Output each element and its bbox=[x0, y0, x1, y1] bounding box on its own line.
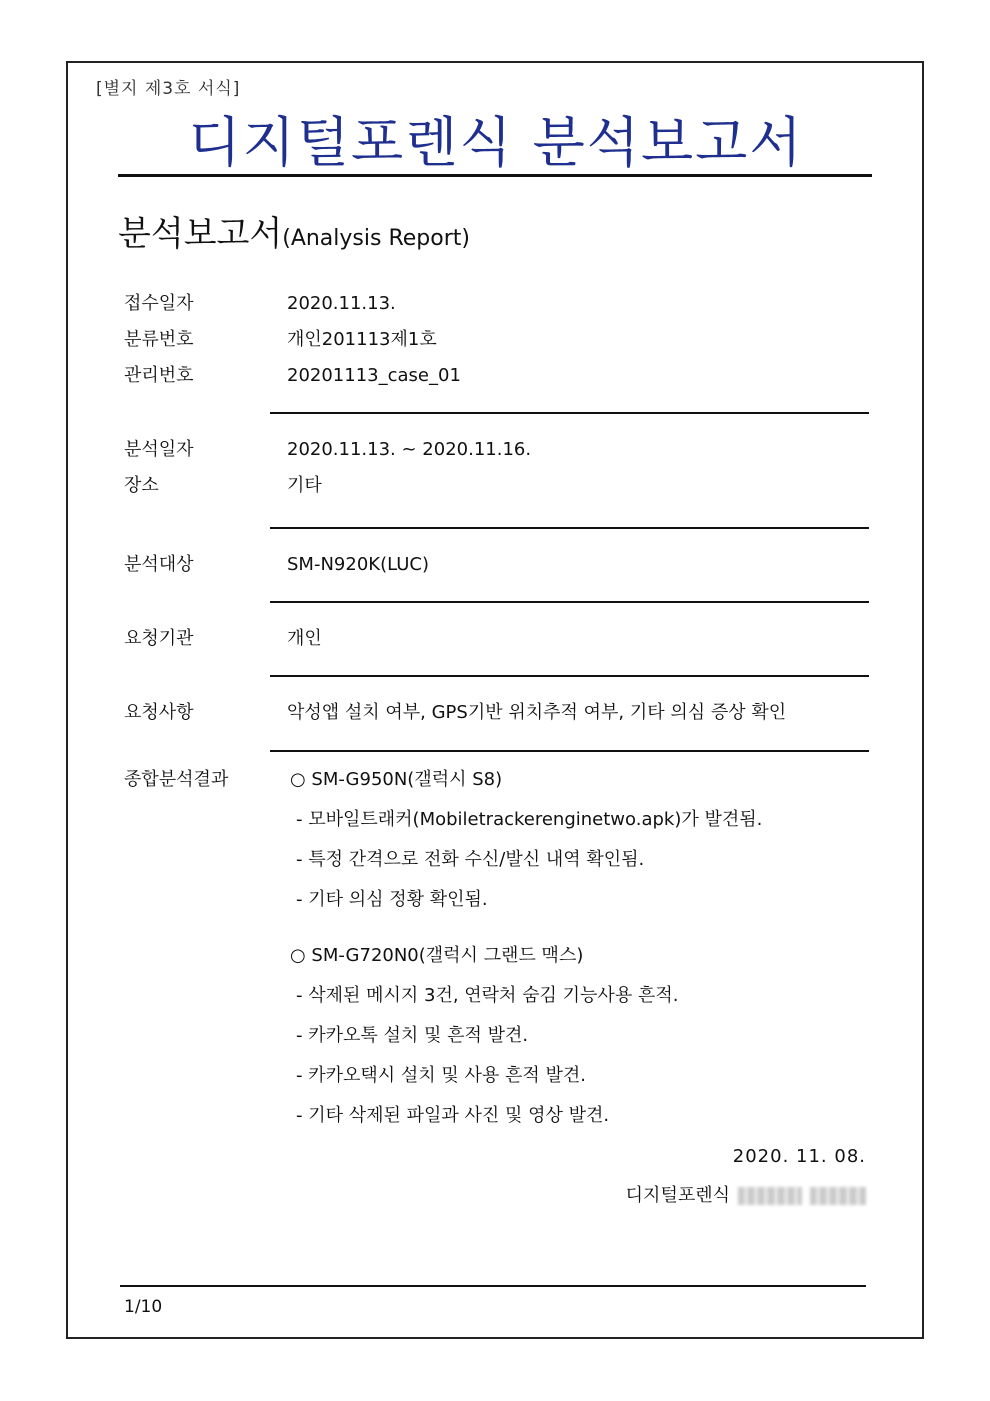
result-item: - 카카오톡 설치 및 흔적 발견. bbox=[296, 1025, 529, 1046]
request-items-value: 악성앱 설치 여부, GPS기반 위치추적 여부, 기타 의심 증상 확인 bbox=[287, 702, 787, 723]
subtitle-korean: 분석보고서 bbox=[118, 214, 283, 254]
section-divider bbox=[270, 675, 869, 677]
result-item: - 모바일트래커(Mobiletrackerenginetwo.apk)가 발견됨. bbox=[296, 809, 763, 830]
redacted-name-block bbox=[810, 1187, 866, 1205]
management-no-label: 관리번호 bbox=[124, 365, 194, 386]
result-item: - 카카오택시 설치 및 사용 흔적 발견. bbox=[296, 1065, 586, 1086]
location-label: 장소 bbox=[124, 475, 159, 496]
analysis-date-value: 2020.11.13. ~ 2020.11.16. bbox=[287, 439, 532, 460]
form-tag: [별지 제3호 서식] bbox=[96, 79, 241, 99]
section-divider bbox=[270, 527, 869, 529]
signature-org: 디지털포렌식 bbox=[625, 1185, 730, 1206]
section-divider bbox=[270, 412, 869, 414]
requesting-org-value: 개인 bbox=[287, 628, 322, 649]
page-number: 1/10 bbox=[124, 1297, 163, 1317]
classification-no-value: 개인201113제1호 bbox=[287, 329, 437, 350]
target-label: 분석대상 bbox=[124, 554, 194, 575]
footer-divider bbox=[120, 1285, 866, 1287]
result-item: - 삭제된 메시지 3건, 연락처 숨김 기능사용 흔적. bbox=[296, 985, 679, 1006]
result-item: - 기타 의심 정황 확인됨. bbox=[296, 889, 488, 910]
result-heading-device-2: ○ SM-G720N0(갤럭시 그랜드 맥스) bbox=[290, 945, 584, 966]
document-title: 디지털포렌식 분석보고서 bbox=[188, 111, 804, 174]
title-divider bbox=[118, 174, 872, 177]
location-value: 기타 bbox=[287, 475, 322, 496]
target-value: SM-N920K(LUC) bbox=[287, 554, 429, 575]
redacted-name-block bbox=[738, 1187, 802, 1205]
results-label: 종합분석결과 bbox=[124, 769, 229, 790]
result-heading-device-1: ○ SM-G950N(갤럭시 S8) bbox=[290, 769, 503, 790]
report-subtitle bbox=[118, 212, 470, 261]
classification-no-label: 분류번호 bbox=[124, 329, 194, 350]
request-items-label: 요청사항 bbox=[124, 702, 194, 723]
signature bbox=[626, 1184, 866, 1208]
analysis-date-label: 분석일자 bbox=[124, 439, 194, 460]
section-divider bbox=[270, 601, 869, 603]
report-date: 2020. 11. 08. bbox=[732, 1146, 866, 1167]
requesting-org-label: 요청기관 bbox=[124, 628, 194, 649]
result-item: - 기타 삭제된 파일과 사진 및 영상 발견. bbox=[296, 1105, 610, 1126]
subtitle-english: (Analysis Report) bbox=[282, 226, 470, 251]
received-date-label: 접수일자 bbox=[124, 293, 194, 314]
management-no-value: 20201113_case_01 bbox=[287, 365, 461, 386]
result-item: - 특정 간격으로 전화 수신/발신 내역 확인됨. bbox=[296, 849, 645, 870]
section-divider bbox=[270, 750, 869, 752]
received-date-value: 2020.11.13. bbox=[287, 293, 396, 314]
